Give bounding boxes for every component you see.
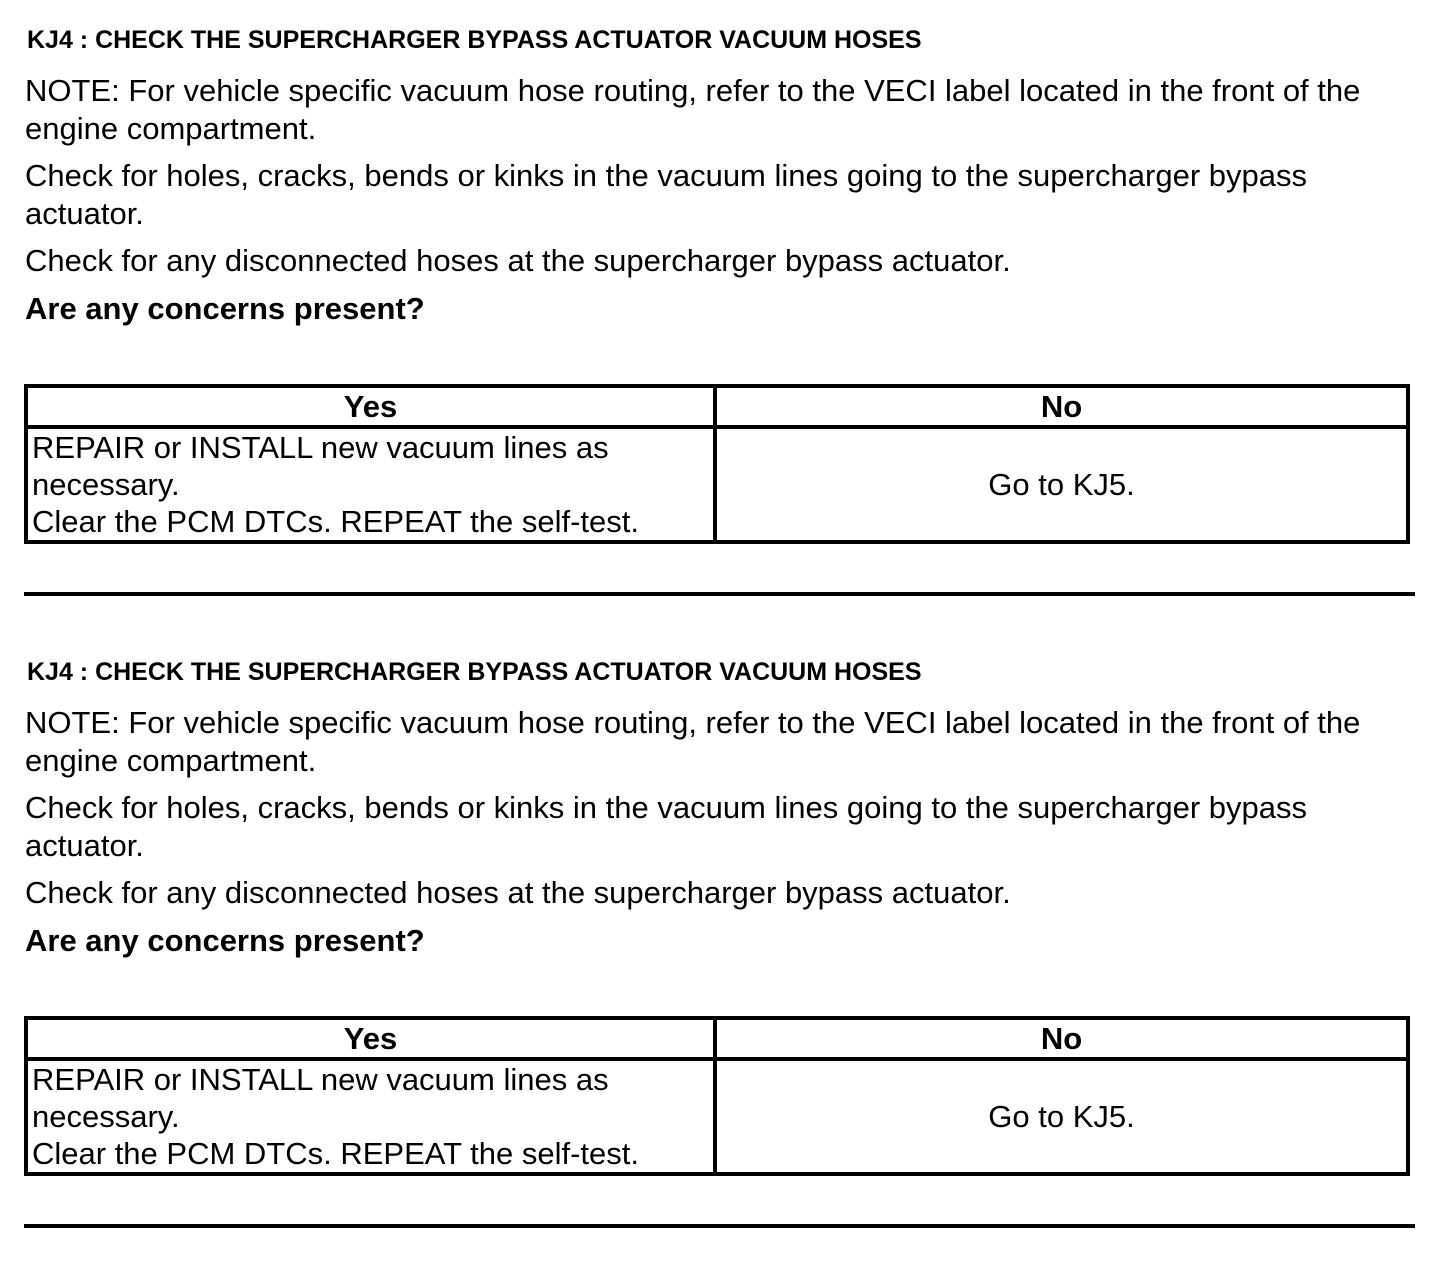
- step-heading: KJ4 : CHECK THE SUPERCHARGER BYPASS ACTUATOR VACUUM HOSES: [27, 658, 922, 686]
- note-paragraph: NOTE: For vehicle specific vacuum hose routing, refer to the VECI label located in the front of the engine compartment.: [25, 705, 1361, 778]
- decision-table: [24, 384, 1410, 544]
- yes-header: Yes: [26, 386, 715, 427]
- yes-action-line: REPAIR or INSTALL new vacuum lines as: [32, 1062, 609, 1097]
- no-action-cell: Go to KJ5.: [715, 427, 1408, 542]
- section-divider: [24, 592, 1415, 596]
- note-paragraph: NOTE: For vehicle specific vacuum hose routing, refer to the VECI label located in the front of the engine compartment.: [25, 73, 1361, 146]
- no-header: No: [715, 1018, 1408, 1059]
- no-action-cell: Go to KJ5.: [715, 1059, 1408, 1174]
- section-divider: [24, 1224, 1415, 1228]
- decision-table: [24, 1016, 1410, 1176]
- table-header-row: [26, 386, 1408, 427]
- check-hoses-paragraph: Check for any disconnected hoses at the supercharger bypass actuator.: [25, 875, 1011, 910]
- table-row: [26, 1059, 1408, 1174]
- check-lines-paragraph: Check for holes, cracks, bends or kinks in the vacuum lines going to the supercharger bypass actuator.: [25, 790, 1307, 863]
- check-lines-paragraph: Check for holes, cracks, bends or kinks in the vacuum lines going to the supercharger bypass actuator.: [25, 158, 1307, 231]
- step-heading: KJ4 : CHECK THE SUPERCHARGER BYPASS ACTUATOR VACUUM HOSES: [27, 26, 922, 54]
- no-header: No: [715, 386, 1408, 427]
- diagnostic-step-1: [0, 0, 1456, 620]
- question: Are any concerns present?: [25, 291, 425, 326]
- yes-action-line: necessary.: [32, 467, 180, 502]
- table-header-row: [26, 1018, 1408, 1059]
- yes-action-cell: [26, 427, 715, 542]
- yes-header: Yes: [26, 1018, 715, 1059]
- diagnostic-step-2: [0, 632, 1456, 1252]
- yes-action-line: REPAIR or INSTALL new vacuum lines as: [32, 430, 609, 465]
- yes-action-line: Clear the PCM DTCs. REPEAT the self-test.: [32, 504, 639, 539]
- yes-action-cell: [26, 1059, 715, 1174]
- yes-action-line: necessary.: [32, 1099, 180, 1134]
- table-row: [26, 427, 1408, 542]
- check-hoses-paragraph: Check for any disconnected hoses at the supercharger bypass actuator.: [25, 243, 1011, 278]
- question: Are any concerns present?: [25, 923, 425, 958]
- yes-action-line: Clear the PCM DTCs. REPEAT the self-test.: [32, 1136, 639, 1171]
